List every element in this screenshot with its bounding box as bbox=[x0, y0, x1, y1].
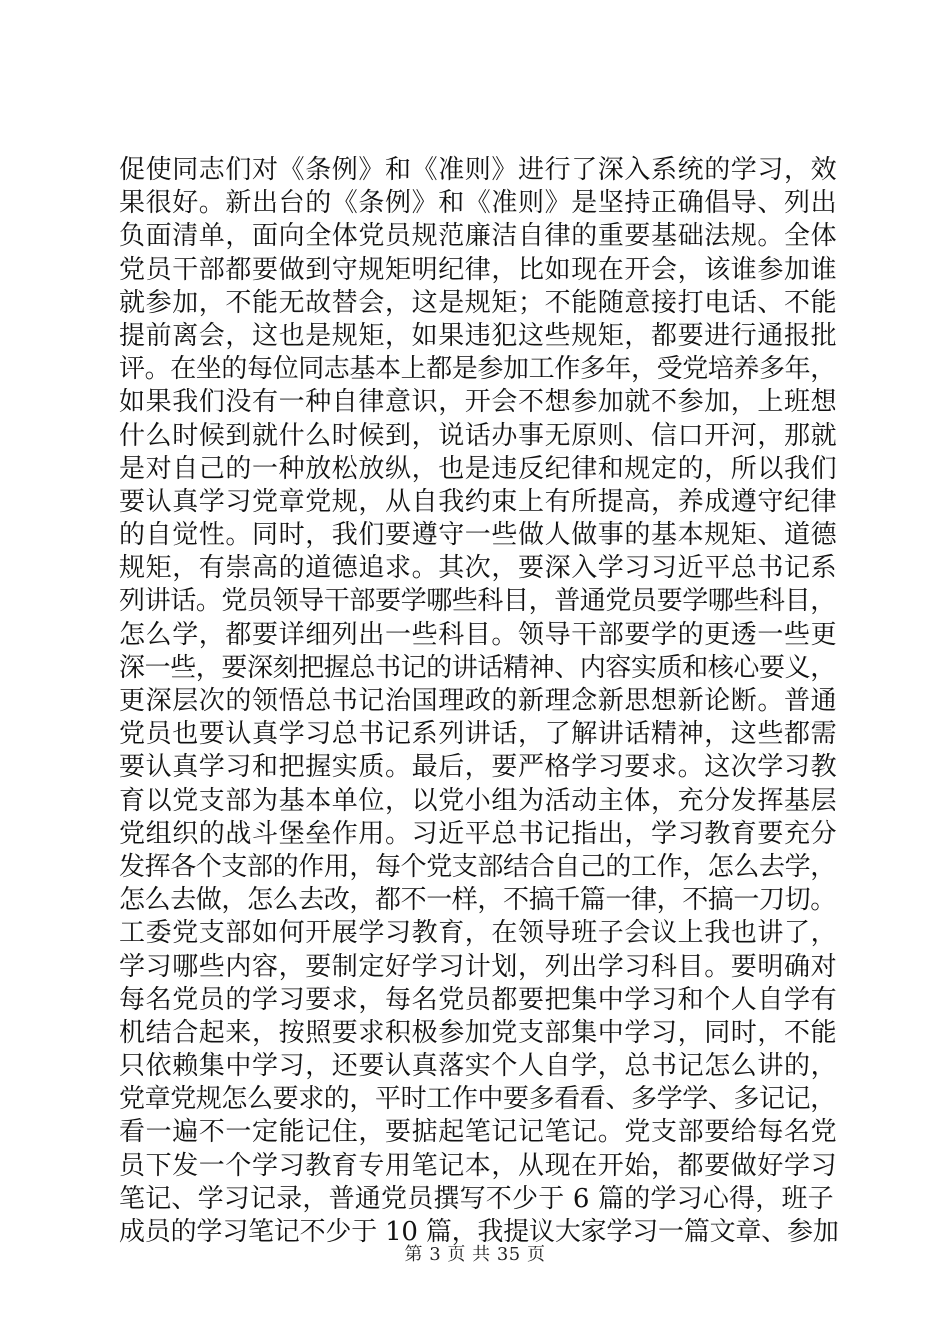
text-line: 党章党规怎么要求的，平时工作中要多看看、多学学、多记记， bbox=[119, 1084, 836, 1115]
text-line: 怎么学，都要详细列出一些科目。领导干部要学的更透一些更 bbox=[119, 619, 838, 650]
text-line: 看一遍不一定能记住，要掂起笔记记笔记。党支部要给每名党 bbox=[119, 1117, 838, 1148]
text-line: 发挥各个支部的作用，每个党支部结合自己的工作，怎么去学， bbox=[119, 851, 836, 882]
text-line: 机结合起来，按照要求积极参加党支部集中学习，同时，不能 bbox=[119, 1017, 838, 1048]
text-line: 要认真学习和把握实质。最后，要严格学习要求。这次学习教 bbox=[119, 752, 838, 783]
text-line: 评。在坐的每位同志基本上都是参加工作多年，受党培养多年， bbox=[119, 354, 836, 385]
text-line: 工委党支部如何开展学习教育，在领导班子会议上我也讲了， bbox=[119, 918, 838, 949]
text-line: 的自觉性。同时，我们要遵守一些做人做事的基本规矩、道德 bbox=[119, 520, 838, 551]
text-line: 什么时候到就什么时候到，说话办事无原则、信口开河，那就 bbox=[119, 420, 838, 451]
text-line: 每名党员的学习要求，每名党员都要把集中学习和个人自学有 bbox=[119, 984, 838, 1015]
text-line: 就参加，不能无故替会，这是规矩；不能随意接打电话、不能 bbox=[119, 287, 838, 318]
body-text bbox=[119, 154, 839, 1249]
text-line: 党组织的战斗堡垒作用。习近平总书记指出，学习教育要充分 bbox=[119, 818, 838, 849]
text-line: 党员也要认真学习总书记系列讲话，了解讲话精神，这些都需 bbox=[119, 719, 838, 750]
text-line: 只依赖集中学习，还要认真落实个人自学，总书记怎么讲的， bbox=[119, 1051, 838, 1082]
text-line: 成员的学习笔记不少于 10 篇，我提议大家学习一篇文章、参加 bbox=[119, 1217, 839, 1247]
text-line: 育以党支部为基本单位，以党小组为活动主体，充分发挥基层 bbox=[119, 785, 838, 816]
text-line: 员下发一个学习教育专用笔记本，从现在开始，都要做好学习 bbox=[119, 1150, 838, 1181]
text-line: 促使同志们对《条例》和《准则》进行了深入系统的学习，效 bbox=[119, 155, 838, 185]
text-line: 要认真学习党章党规，从自我约束上有所提高，养成遵守纪律 bbox=[119, 486, 838, 517]
text-line: 怎么去做，怎么去改，都不一样，不搞千篇一律，不搞一刀切。 bbox=[119, 885, 836, 916]
text-line: 负面清单，面向全体党员规范廉洁自律的重要基础法规。全体 bbox=[119, 221, 838, 252]
text-line: 笔记、学习记录，普通党员撰写不少于 6 篇的学习心得，班子 bbox=[119, 1183, 834, 1214]
page-number-footer: 第 3 页 共 35 页 bbox=[404, 1244, 546, 1265]
text-line: 学习哪些内容，要制定好学习计划，列出学习科目。要明确对 bbox=[119, 951, 838, 982]
text-line: 规矩，有崇高的道德追求。其次，要深入学习习近平总书记系 bbox=[119, 553, 838, 584]
text-line: 列讲话。党员领导干部要学哪些科目，普通党员要学哪些科目， bbox=[119, 586, 836, 617]
text-line: 深一些，要深刻把握总书记的讲话精神、内容实质和核心要义， bbox=[119, 652, 836, 683]
text-line: 果很好。新出台的《条例》和《准则》是坚持正确倡导、列出 bbox=[119, 188, 838, 219]
text-line: 是对自己的一种放松放纵，也是违反纪律和规定的，所以我们 bbox=[119, 453, 838, 484]
text-line: 更深层次的领悟总书记治国理政的新理念新思想新论断。普通 bbox=[119, 686, 838, 716]
text-line: 如果我们没有一种自律意识，开会不想参加就不参加，上班想 bbox=[119, 387, 838, 418]
text-line: 党员干部都要做到守规矩明纪律，比如现在开会，该谁参加谁 bbox=[119, 254, 838, 285]
text-line: 提前离会，这也是规矩，如果违犯这些规矩，都要进行通报批 bbox=[119, 320, 838, 351]
